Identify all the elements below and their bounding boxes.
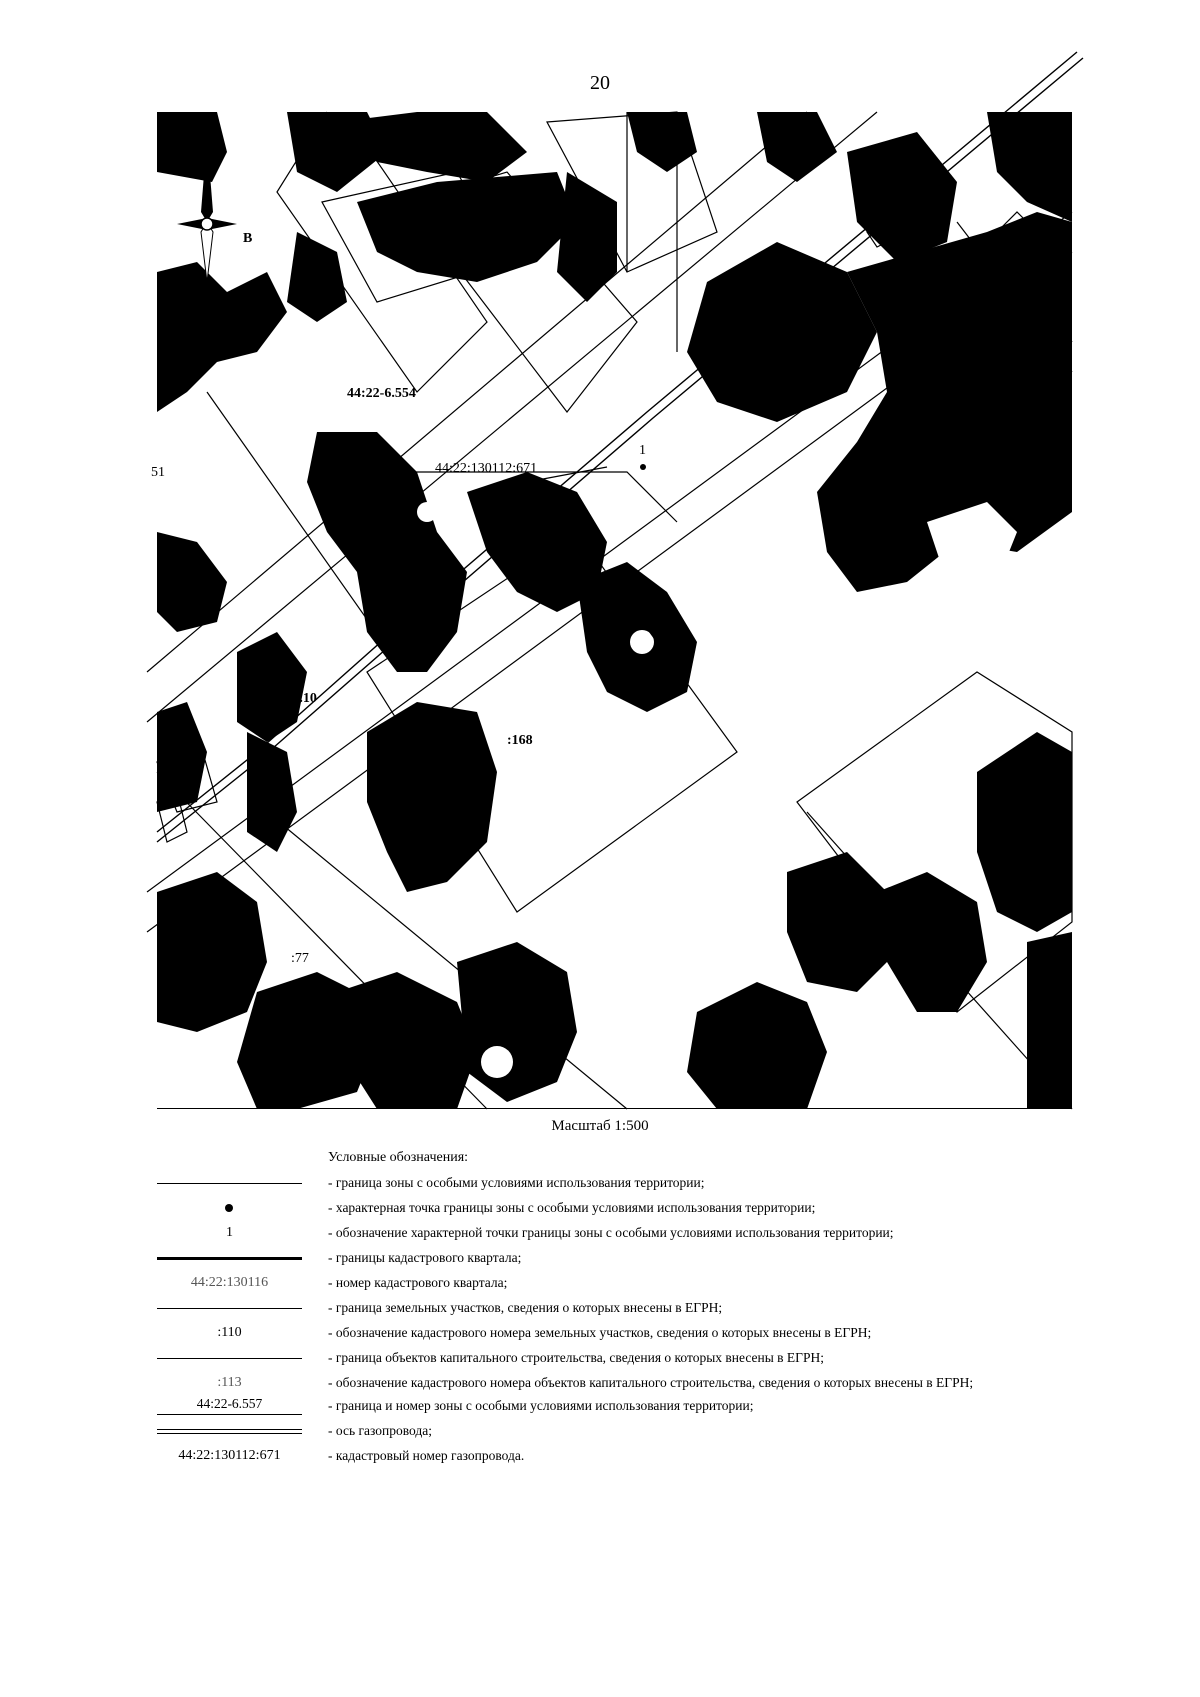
legend-title: Условные обозначения: [328, 1150, 469, 1165]
legend-symbol-text: 44:22:130112:671 [178, 1448, 281, 1463]
legend-item-quarter-boundary [157, 1246, 1117, 1270]
zone-number-sample: 44:22-6.557 [157, 1394, 302, 1415]
legend-item-pipeline-axis [157, 1419, 1117, 1443]
edge-label: 51 [151, 465, 165, 480]
legend-symbol-line [157, 1246, 302, 1270]
legend-desc: - границы кадастрового квартала; [328, 1250, 522, 1265]
legend-symbol-text: 1 [226, 1225, 233, 1240]
legend-symbol-text-underlined [157, 1394, 302, 1418]
cadastral-map [151, 112, 1072, 1109]
legend-item-pipeline-number [157, 1444, 1117, 1468]
legend-item-point-number [157, 1221, 1117, 1245]
compass-north-label: С [193, 119, 204, 134]
parcel-label-77: :77 [291, 951, 309, 966]
map-scale: Масштаб 1:500 [551, 1118, 649, 1134]
legend-item-building-number [157, 1371, 1117, 1395]
legend-desc: - обозначение кадастрового номера земельных участков, сведения о которых внесены в ЕГРН; [328, 1325, 872, 1340]
legend-desc: - граница земельных участков, сведения о которых внесены в ЕГРН; [328, 1300, 723, 1315]
legend-symbol-dot [157, 1196, 302, 1220]
zone-label-top: 44:22-6.554 [347, 386, 416, 401]
legend-symbol-line [157, 1296, 302, 1320]
legend-symbol-text: :113 [217, 1375, 242, 1390]
map-bottom-border [157, 1108, 1072, 1109]
legend-desc: - граница и номер зоны с особыми условиями использования территории; [328, 1398, 754, 1413]
legend-desc: - номер кадастрового квартала; [328, 1275, 508, 1290]
legend-desc: - кадастровый номер газопровода. [328, 1448, 525, 1463]
legend-item-zone-point [157, 1196, 1117, 1220]
legend-desc: - обозначение кадастрового номера объектов капитального строительства, сведения о которых внесены в ЕГРН; [328, 1375, 974, 1390]
legend-desc: - характерная точка границы зоны с особыми условиями использования территории; [328, 1200, 816, 1215]
legend-symbol-text: 44:22:130116 [190, 1275, 269, 1290]
map-canvas [151, 112, 1072, 1109]
page-number: 20 [590, 72, 610, 94]
gas-pipeline-label: 44:22:130112:671 [435, 461, 538, 476]
legend-item-quarter-number [157, 1271, 1117, 1295]
legend-symbol-line [157, 1171, 302, 1195]
legend-item-zone-number [157, 1394, 1117, 1418]
legend-item-zone-boundary [157, 1171, 1117, 1195]
legend-symbol-line [157, 1346, 302, 1370]
compass-east-label: В [243, 231, 253, 246]
legend-item-building-boundary [157, 1346, 1117, 1370]
legend-desc: - граница зоны с особыми условиями использования территории; [328, 1175, 705, 1190]
legend-desc: - граница объектов капитального строительства, сведения о которых внесены в ЕГРН; [328, 1350, 824, 1365]
parcel-label-168: :168 [507, 733, 533, 748]
zone-label-left: 44:22-6.10 [255, 691, 317, 706]
legend-symbol-double-line [157, 1419, 302, 1443]
point-1-label: 1 [639, 443, 646, 458]
zone-point-1 [640, 464, 646, 470]
legend-item-parcel-boundary [157, 1296, 1117, 1320]
legend-symbol-text: :110 [217, 1325, 242, 1340]
legend-desc: - обозначение характерной точки границы зоны с особыми условиями использования территории; [328, 1225, 894, 1240]
legend-desc: - ось газопровода; [328, 1423, 432, 1438]
legend-item-parcel-number [157, 1321, 1117, 1345]
